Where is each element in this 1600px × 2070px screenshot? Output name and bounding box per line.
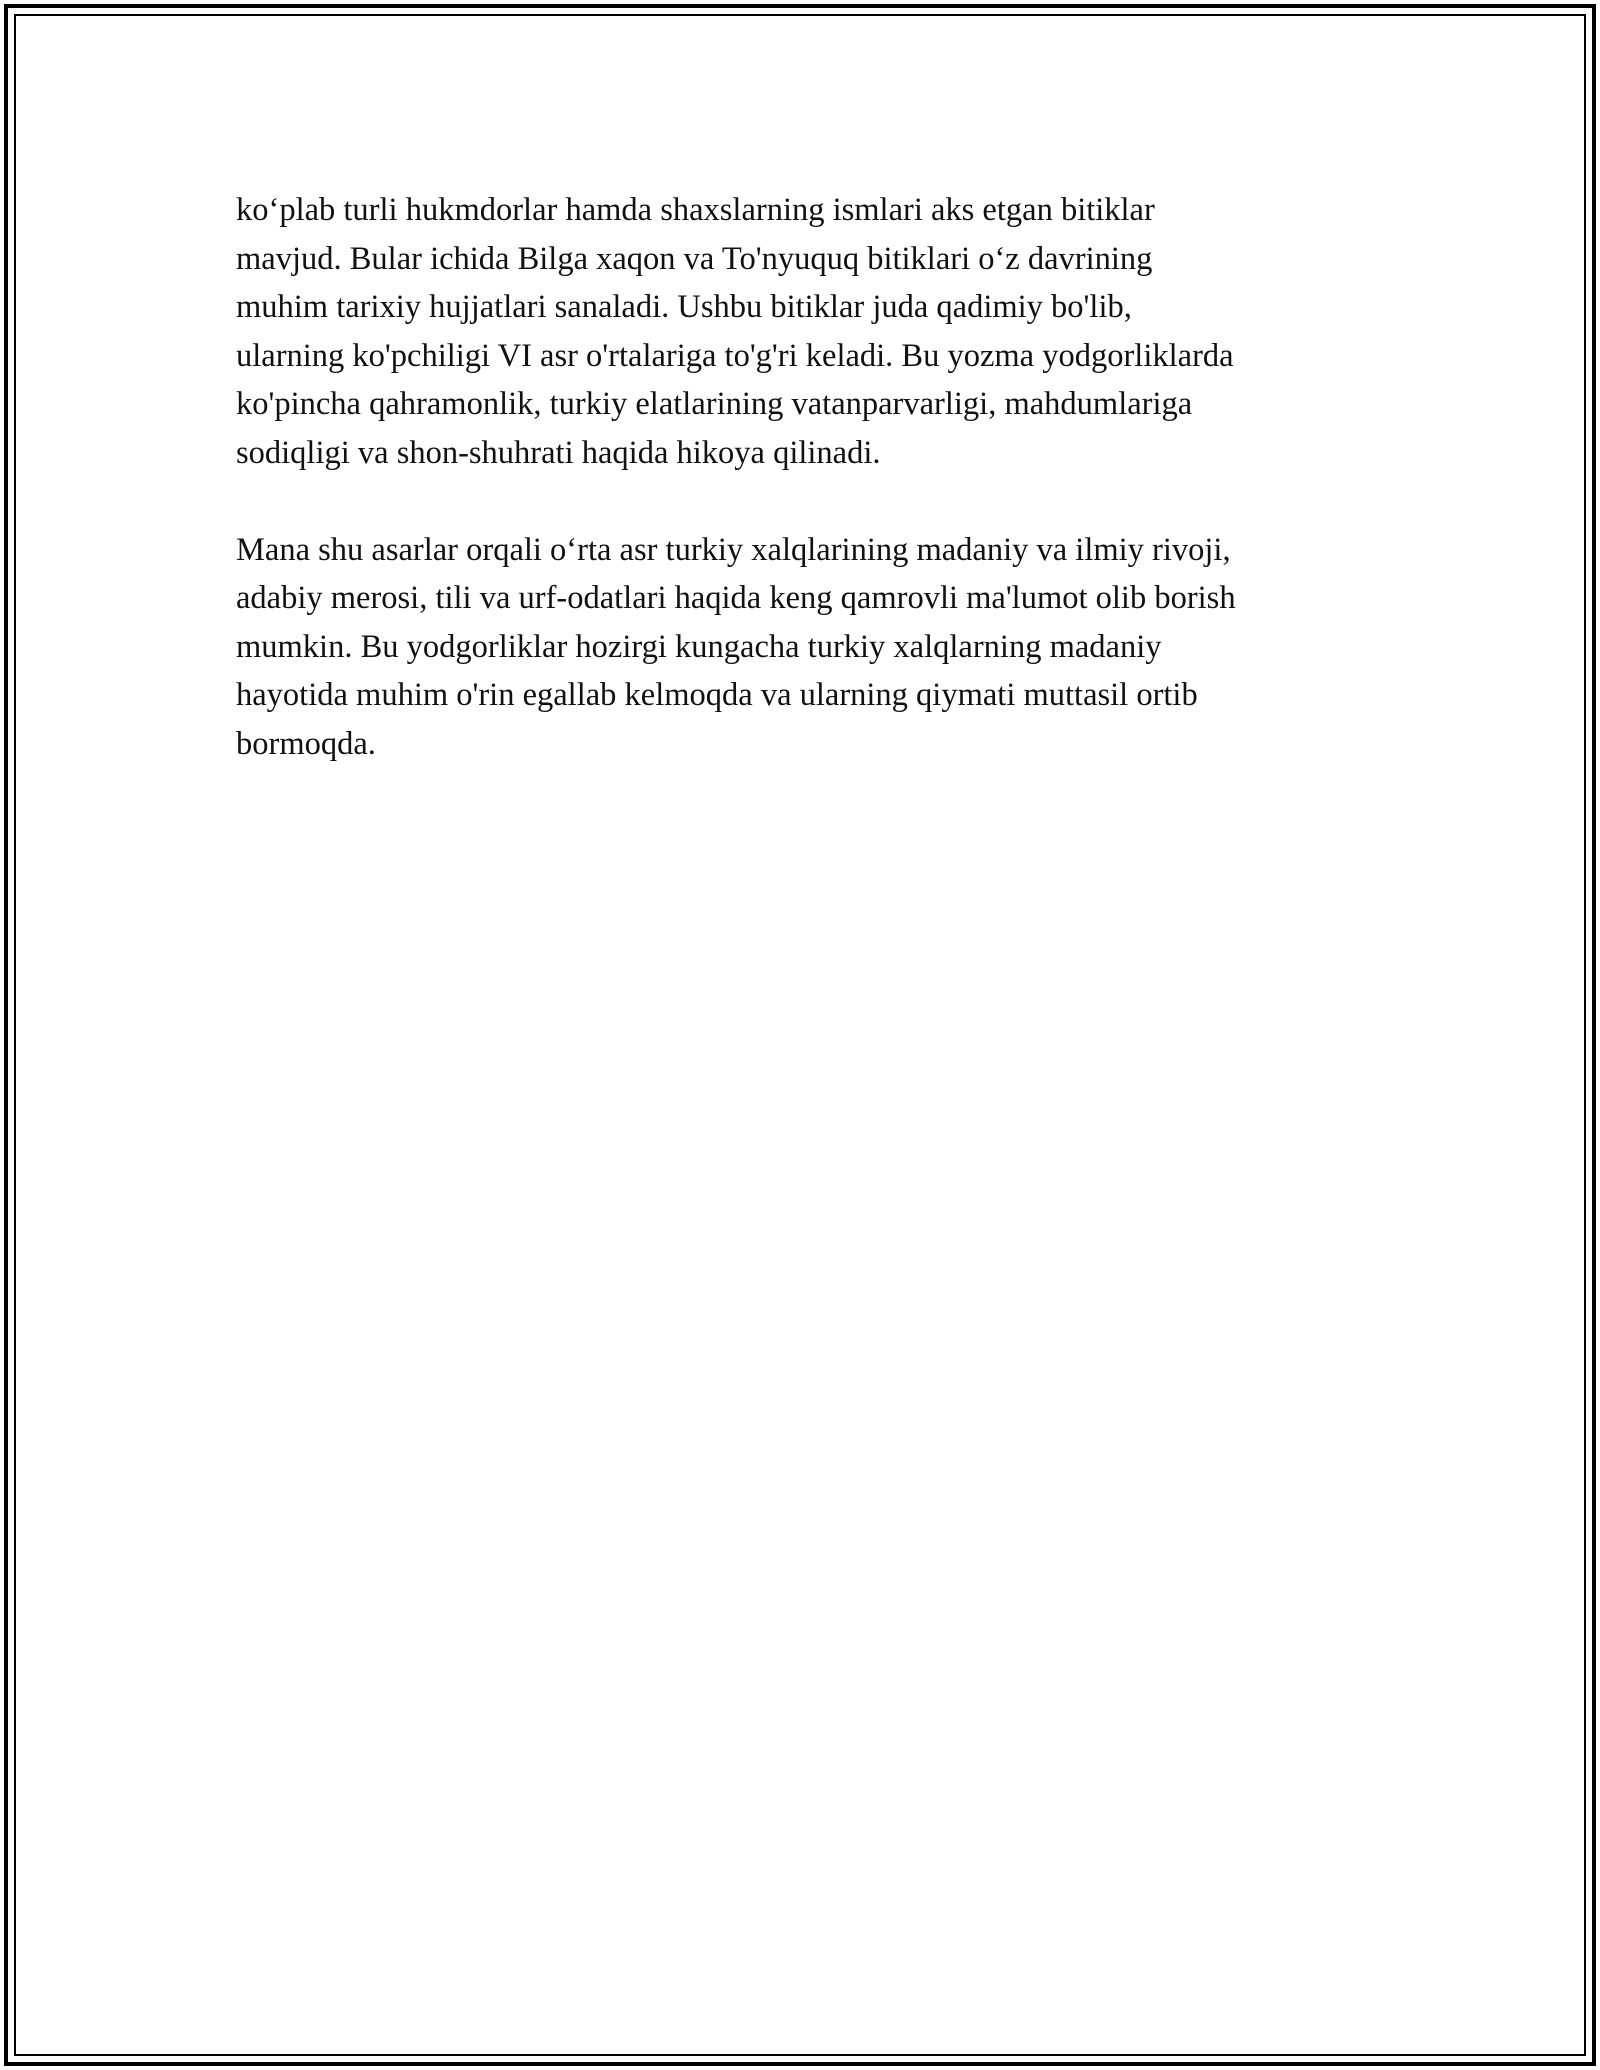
- paragraph-2: Mana shu asarlar orqali o‘rta asr turkiy xalqlarining madaniy va ilmiy rivoji, adabiy merosi, tili va urf-odatlari haqida keng qamrovli ma'lumot olib borish mumkin. Bu yodgorliklar hozirgi kungacha turkiy xalqlarning madaniy hayotida muhim o'rin egallab kelmoqda va ularning qiymati muttasil ortib bormoqda.: [236, 531, 1236, 762]
- paragraph-1: ko‘plab turli hukmdorlar hamda shaxslarning ismlari aks etgan bitiklar mavjud. Bular ichida Bilga xaqon va To'nyuquq bitiklari o‘z davrining muhim tarixiy hujjatlari sanaladi. Ushbu bitiklar juda qadimiy bo'lib, ularning ko'pchiligi VI asr o'rtalariga to'g'ri keladi. Bu yozma yodgorliklarda ko'pincha qahramonlik, turkiy elatlarining vatanparvarligi, mahdumlariga sodiqligi va shon-shuhrati haqida hikoya qilinadi.: [236, 192, 1234, 471]
- document-body: [236, 186, 1386, 817]
